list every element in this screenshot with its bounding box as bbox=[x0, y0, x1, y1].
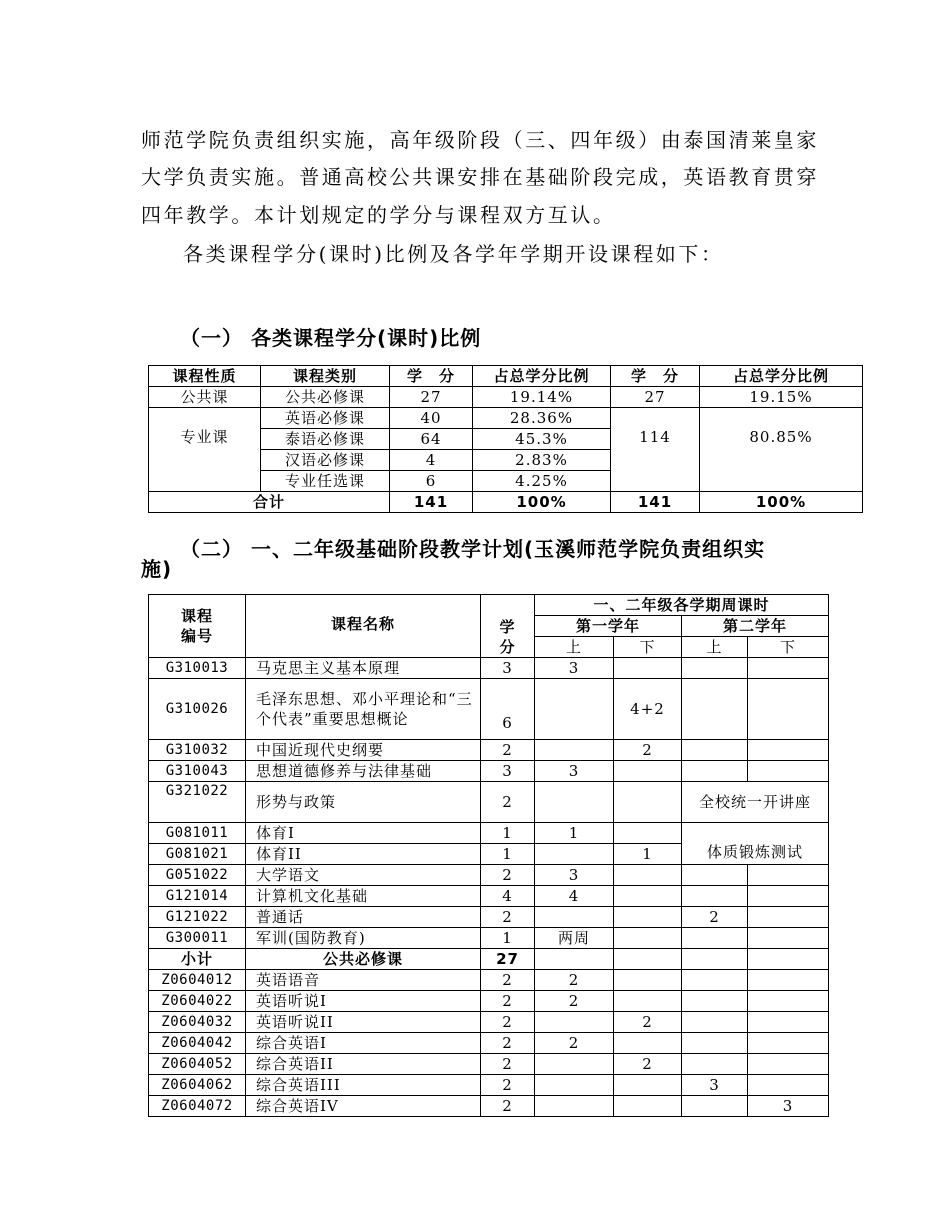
hours-cell bbox=[682, 1012, 748, 1033]
course-name: 中国近现代史纲要 bbox=[246, 740, 481, 761]
category-cell: 泰语必修课 bbox=[261, 429, 390, 450]
header-cell: 课程性质 bbox=[149, 366, 261, 387]
hours-cell bbox=[748, 1054, 829, 1075]
hours-cell: 2 bbox=[535, 1033, 614, 1054]
course-code: Z0604052 bbox=[149, 1054, 246, 1075]
category-cell: 英语必修课 bbox=[261, 408, 390, 429]
hours-cell: 两周 bbox=[535, 928, 614, 949]
course-name: 综合英语I bbox=[246, 1033, 481, 1054]
hours-cell: 4+2 bbox=[614, 679, 682, 740]
subtotal-name: 公共必修课 bbox=[246, 949, 481, 970]
course-name: 综合英语II bbox=[246, 1054, 481, 1075]
hours-cell bbox=[535, 1054, 614, 1075]
course-name: 英语听说II bbox=[246, 1012, 481, 1033]
hours-cell bbox=[682, 949, 748, 970]
semester-up-header: 上 bbox=[535, 637, 614, 658]
course-code: G310026 bbox=[149, 679, 246, 740]
hours-cell: 2 bbox=[682, 907, 748, 928]
course-code: Z0604042 bbox=[149, 1033, 246, 1054]
course-name: 体育II bbox=[246, 844, 481, 865]
hours-cell bbox=[748, 886, 829, 907]
table-header-row bbox=[149, 366, 863, 387]
hours-cell bbox=[535, 1096, 614, 1117]
group-ratio-cell: 80.85% bbox=[700, 408, 863, 492]
nature-cell: 公共课 bbox=[149, 387, 261, 408]
course-credit: 2 bbox=[481, 1054, 535, 1075]
subtotal-label: 小计 bbox=[149, 949, 246, 970]
credits-cell: 64 bbox=[390, 429, 473, 450]
hours-cell: 2 bbox=[614, 740, 682, 761]
credits-cell: 4 bbox=[390, 450, 473, 471]
course-code: G321022 bbox=[149, 782, 246, 823]
table-row bbox=[149, 865, 829, 886]
hours-cell bbox=[614, 658, 682, 679]
course-credit: 2 bbox=[481, 782, 535, 823]
name-header: 课程名称 bbox=[246, 595, 481, 658]
ratio-cell: 19.14% bbox=[473, 387, 611, 408]
course-credit: 2 bbox=[481, 1033, 535, 1054]
table-row bbox=[149, 907, 829, 928]
hours-cell: 3 bbox=[535, 761, 614, 782]
hours-cell bbox=[682, 928, 748, 949]
table-row bbox=[149, 679, 829, 740]
table-row bbox=[149, 991, 829, 1012]
hours-cell bbox=[682, 1096, 748, 1117]
total-ratio: 100% bbox=[473, 492, 611, 513]
credits-cell: 40 bbox=[390, 408, 473, 429]
hours-cell bbox=[748, 658, 829, 679]
hours-cell bbox=[682, 658, 748, 679]
course-name: 体育I bbox=[246, 823, 481, 844]
credits-cell: 6 bbox=[390, 471, 473, 492]
course-code: Z0604072 bbox=[149, 1096, 246, 1117]
course-credit: 3 bbox=[481, 761, 535, 782]
year1-header: 第一学年 bbox=[535, 616, 682, 637]
course-code: Z0604022 bbox=[149, 991, 246, 1012]
hours-cell bbox=[748, 907, 829, 928]
course-code: Z0604062 bbox=[149, 1075, 246, 1096]
hours-cell bbox=[682, 886, 748, 907]
hours-cell: 3 bbox=[535, 865, 614, 886]
hours-cell bbox=[748, 991, 829, 1012]
course-code: G121022 bbox=[149, 907, 246, 928]
course-name: 计算机文化基础 bbox=[246, 886, 481, 907]
hours-cell bbox=[535, 679, 614, 740]
hours-cell: 4 bbox=[535, 886, 614, 907]
nature-cell: 专业课 bbox=[149, 408, 261, 492]
total-credits-2: 141 bbox=[611, 492, 700, 513]
hours-cell bbox=[535, 844, 614, 865]
hours-cell bbox=[748, 1012, 829, 1033]
course-code: G310043 bbox=[149, 761, 246, 782]
course-name: 综合英语III bbox=[246, 1075, 481, 1096]
course-name: 毛泽东思想、邓小平理论和“三个代表”重要思想概论 bbox=[246, 679, 481, 740]
total-label: 合计 bbox=[149, 492, 390, 513]
intro-line-4: 各类课程学分(课时)比例及各学年学期开设课程如下： bbox=[183, 242, 724, 266]
header-cell: 学 分 bbox=[611, 366, 700, 387]
hours-cell: 2 bbox=[614, 1054, 682, 1075]
hours-cell: 3 bbox=[682, 1075, 748, 1096]
hours-cell bbox=[614, 1075, 682, 1096]
ratio-cell: 28.36% bbox=[473, 408, 611, 429]
course-credit: 2 bbox=[481, 991, 535, 1012]
hours-cell bbox=[682, 865, 748, 886]
semester-down-header: 下 bbox=[748, 637, 829, 658]
table-row bbox=[149, 1054, 829, 1075]
course-credit: 2 bbox=[481, 1012, 535, 1033]
table-row bbox=[149, 823, 829, 844]
course-code: G121014 bbox=[149, 886, 246, 907]
table-row bbox=[149, 740, 829, 761]
course-credit: 6 bbox=[481, 679, 535, 740]
subtotal-row bbox=[149, 949, 829, 970]
hours-cell bbox=[535, 1075, 614, 1096]
course-code: G300011 bbox=[149, 928, 246, 949]
hours-cell bbox=[614, 907, 682, 928]
hours-cell bbox=[535, 740, 614, 761]
course-credit: 3 bbox=[481, 658, 535, 679]
course-code: G310032 bbox=[149, 740, 246, 761]
course-code: G310013 bbox=[149, 658, 246, 679]
group-credits-cell: 114 bbox=[611, 408, 700, 492]
table-row bbox=[149, 886, 829, 907]
schedule-note: 全校统一开讲座 bbox=[682, 782, 829, 823]
category-cell: 专业任选课 bbox=[261, 471, 390, 492]
hours-cell bbox=[748, 1033, 829, 1054]
table-row bbox=[149, 761, 829, 782]
intro-line-3: 四年教学。本计划规定的学分与课程双方互认。 bbox=[141, 203, 616, 227]
teaching-plan-table bbox=[148, 594, 829, 1117]
hours-cell bbox=[614, 949, 682, 970]
hours-cell bbox=[614, 823, 682, 844]
ratio-cell: 45.3% bbox=[473, 429, 611, 450]
hours-cell bbox=[682, 970, 748, 991]
hours-cell bbox=[682, 1054, 748, 1075]
header-cell: 占总学分比例 bbox=[473, 366, 611, 387]
hours-cell bbox=[614, 782, 682, 823]
course-credit: 1 bbox=[481, 928, 535, 949]
table-row bbox=[149, 782, 829, 823]
ratio-cell: 4.25% bbox=[473, 471, 611, 492]
hours-cell bbox=[535, 907, 614, 928]
weekly-hours-header: 一、二年级各学期周课时 bbox=[535, 595, 829, 616]
course-name: 英语语音 bbox=[246, 970, 481, 991]
hours-cell bbox=[748, 970, 829, 991]
hours-cell bbox=[614, 886, 682, 907]
course-code: G051022 bbox=[149, 865, 246, 886]
course-name: 形势与政策 bbox=[246, 782, 481, 823]
hours-cell bbox=[748, 865, 829, 886]
header-cell: 占总学分比例 bbox=[700, 366, 863, 387]
semester-up-header: 上 bbox=[682, 637, 748, 658]
table-row bbox=[149, 1096, 829, 1117]
total-ratio-2: 100% bbox=[700, 492, 863, 513]
hours-cell bbox=[748, 1075, 829, 1096]
table-row bbox=[149, 387, 863, 408]
table-row bbox=[149, 658, 829, 679]
ratio-cell: 2.83% bbox=[473, 450, 611, 471]
hours-cell bbox=[682, 761, 748, 782]
hours-cell bbox=[748, 761, 829, 782]
course-name: 思想道德修养与法律基础 bbox=[246, 761, 481, 782]
course-code: G081021 bbox=[149, 844, 246, 865]
pe-test-note: 体质锻炼测试 bbox=[682, 823, 829, 865]
hours-cell: 3 bbox=[535, 658, 614, 679]
table-header-row bbox=[149, 595, 829, 616]
hours-cell bbox=[748, 740, 829, 761]
hours-cell: 1 bbox=[535, 823, 614, 844]
course-code: Z0604032 bbox=[149, 1012, 246, 1033]
credits-cell: 27 bbox=[390, 387, 473, 408]
subtotal-credit: 27 bbox=[481, 949, 535, 970]
table-row bbox=[149, 1033, 829, 1054]
course-credit: 2 bbox=[481, 970, 535, 991]
table-row bbox=[149, 408, 863, 429]
hours-cell: 3 bbox=[748, 1096, 829, 1117]
course-credit: 4 bbox=[481, 886, 535, 907]
course-name: 英语听说I bbox=[246, 991, 481, 1012]
course-credit: 2 bbox=[481, 1096, 535, 1117]
header-cell: 课程类别 bbox=[261, 366, 390, 387]
hours-cell bbox=[535, 949, 614, 970]
table-row bbox=[149, 970, 829, 991]
course-name: 军训(国防教育) bbox=[246, 928, 481, 949]
group-ratio-cell: 19.15% bbox=[700, 387, 863, 408]
section1-title: （一） 各类课程学分(课时)比例 bbox=[180, 326, 482, 350]
credit-header: 学 分 bbox=[481, 595, 535, 658]
total-credits: 141 bbox=[390, 492, 473, 513]
hours-cell bbox=[614, 991, 682, 1012]
hours-cell bbox=[682, 991, 748, 1012]
hours-cell bbox=[614, 970, 682, 991]
hours-cell bbox=[614, 865, 682, 886]
course-name: 普通话 bbox=[246, 907, 481, 928]
course-name: 综合英语IV bbox=[246, 1096, 481, 1117]
hours-cell bbox=[614, 761, 682, 782]
group-credits-cell: 27 bbox=[611, 387, 700, 408]
hours-cell bbox=[614, 1033, 682, 1054]
category-cell: 汉语必修课 bbox=[261, 450, 390, 471]
section2-title-line1: （二） 一、二年级基础阶段教学计划(玉溪师范学院负责组织实 bbox=[180, 537, 766, 561]
course-credit: 2 bbox=[481, 907, 535, 928]
course-credit: 2 bbox=[481, 865, 535, 886]
hours-cell bbox=[614, 928, 682, 949]
hours-cell bbox=[748, 949, 829, 970]
course-credit: 1 bbox=[481, 823, 535, 844]
hours-cell bbox=[614, 1096, 682, 1117]
hours-cell bbox=[748, 928, 829, 949]
hours-cell: 2 bbox=[535, 991, 614, 1012]
hours-cell bbox=[682, 740, 748, 761]
code-header: 课程 编号 bbox=[149, 595, 246, 658]
header-cell: 学 分 bbox=[390, 366, 473, 387]
hours-cell: 1 bbox=[614, 844, 682, 865]
course-code: G081011 bbox=[149, 823, 246, 844]
table-row bbox=[149, 928, 829, 949]
course-name: 大学语文 bbox=[246, 865, 481, 886]
intro-line-1: 师范学院负责组织实施，高年级阶段（三、四年级）由泰国清莱皇家 bbox=[141, 128, 819, 152]
credit-ratio-table bbox=[148, 365, 863, 513]
hours-cell: 2 bbox=[535, 970, 614, 991]
table-row bbox=[149, 1012, 829, 1033]
course-credit: 2 bbox=[481, 740, 535, 761]
semester-down-header: 下 bbox=[614, 637, 682, 658]
course-name: 马克思主义基本原理 bbox=[246, 658, 481, 679]
category-cell: 公共必修课 bbox=[261, 387, 390, 408]
hours-cell bbox=[535, 782, 614, 823]
hours-cell bbox=[682, 679, 748, 740]
total-row bbox=[149, 492, 863, 513]
hours-cell bbox=[535, 1012, 614, 1033]
hours-cell bbox=[682, 1033, 748, 1054]
hours-cell: 2 bbox=[614, 1012, 682, 1033]
section2-title-line2: 施) bbox=[141, 557, 173, 581]
intro-line-2: 大学负责实施。普通高校公共课安排在基础阶段完成，英语教育贯穿 bbox=[141, 165, 819, 189]
course-credit: 1 bbox=[481, 844, 535, 865]
course-credit: 2 bbox=[481, 1075, 535, 1096]
year2-header: 第二学年 bbox=[682, 616, 829, 637]
table-row bbox=[149, 1075, 829, 1096]
hours-cell bbox=[748, 679, 829, 740]
course-code: Z0604012 bbox=[149, 970, 246, 991]
